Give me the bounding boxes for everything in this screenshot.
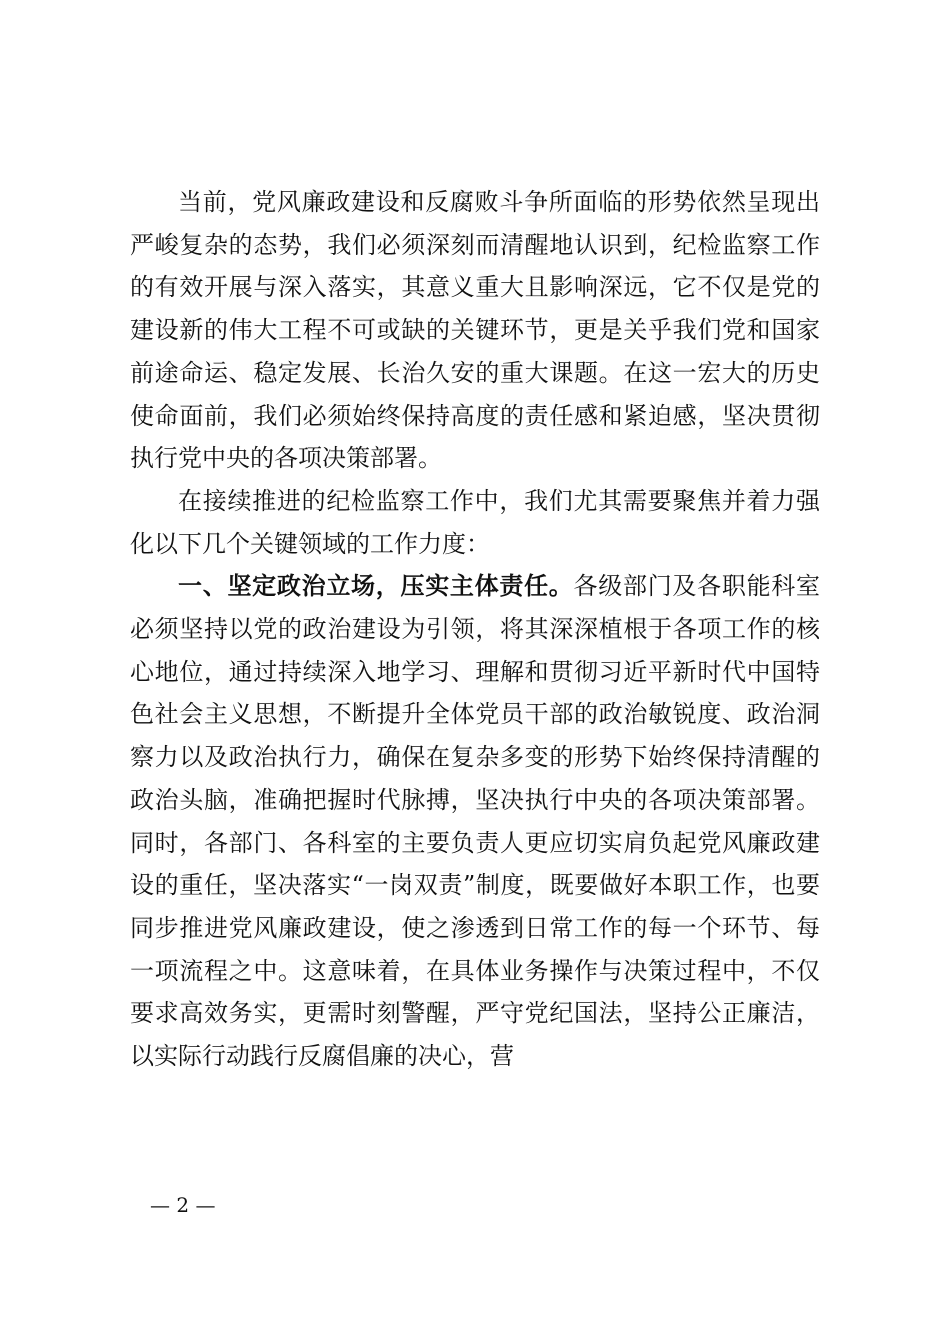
section-1-body: 各级部门及各职能科室必须坚持以党的政治建设为引领，将其深深植根于各项工作的核心地位，通过持续深入地学习、理解和贯彻习近平新时代中国特色社会主义思想，不断提升全体党员干部的政治敏锐度、政治洞察力以及政治执行力，确保在复杂多变的形势下始终保持清醒的政治头脑，准确把握时代脉搏，坚决执行中央的各项决策部署。同时，各部门、各科室的主要负责人更应切实肩负起党风廉政建设的重任，坚决落实“一岗双责”制度，既要做好本职工作，也要同步推进党风廉政建设，使之渗透到日常工作的每一个环节、每一项流程之中。这意味着，在具体业务操作与决策过程中，不仅要求高效务实，更需时刻警醒，严守党纪国法，坚持公正廉洁，以实际行动践行反腐倡廉的决心，营 — [130, 572, 821, 1071]
page-number: — 2 — — [150, 1193, 216, 1217]
paragraph-section-1 — [130, 565, 820, 1077]
paragraph-focus-areas: 在接续推进的纪检监察工作中，我们尤其需要聚焦并着力强化以下几个关键领域的工作力度： — [130, 486, 820, 558]
section-1-heading: 一、坚定政治立场，压实主体责任。 — [178, 571, 574, 601]
document-body — [130, 181, 820, 1078]
paragraph-situation: 当前，党风廉政建设和反腐败斗争所面临的形势依然呈现出严峻复杂的态势，我们必须深刻而清醒地认识到，纪检监察工作的有效开展与深入落实，其意义重大且影响深远，它不仅是党的建设新的伟大工程不可或缺的关键环节，更是关乎我们党和国家前途命运、稳定发展、长治久安的重大课题。在这一宏大的历史使命面前，我们必须始终保持高度的责任感和紧迫感，坚决贯彻执行党中央的各项决策部署。 — [130, 188, 820, 473]
